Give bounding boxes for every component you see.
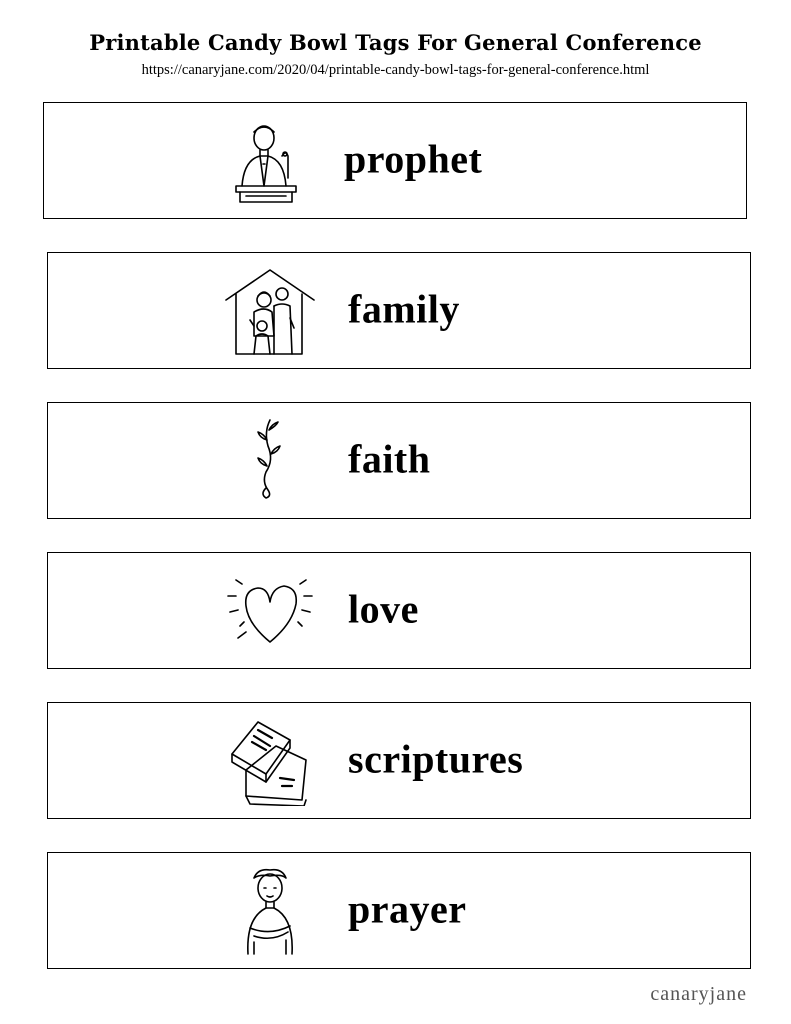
brand-signature: canaryjane <box>650 983 747 1005</box>
source-url: https://canaryjane.com/2020/04/printable-candy-bowl-tags-for-general-conference.html <box>141 62 650 78</box>
tag-label: prophet <box>344 136 483 182</box>
tag-label: family <box>348 286 460 332</box>
heart-icon <box>220 566 320 656</box>
praying-child-icon <box>220 866 320 956</box>
tag-card-faith <box>47 402 751 519</box>
tag-label: love <box>348 586 419 632</box>
tag-label: faith <box>348 436 431 482</box>
tag-card-scriptures <box>47 702 751 819</box>
seedling-vine-icon <box>220 416 320 506</box>
family-house-icon <box>220 266 320 356</box>
tag-card-prayer <box>47 852 751 969</box>
scripture-books-icon <box>220 716 320 806</box>
tag-label: scriptures <box>348 736 524 782</box>
tag-card-love <box>47 552 751 669</box>
tag-label: prayer <box>348 886 467 932</box>
tag-card-family <box>47 252 751 369</box>
page-title: Printable Candy Bowl Tags For General Conference <box>89 30 702 55</box>
prophet-at-pulpit-icon <box>216 116 316 206</box>
tag-card-prophet <box>43 102 747 219</box>
